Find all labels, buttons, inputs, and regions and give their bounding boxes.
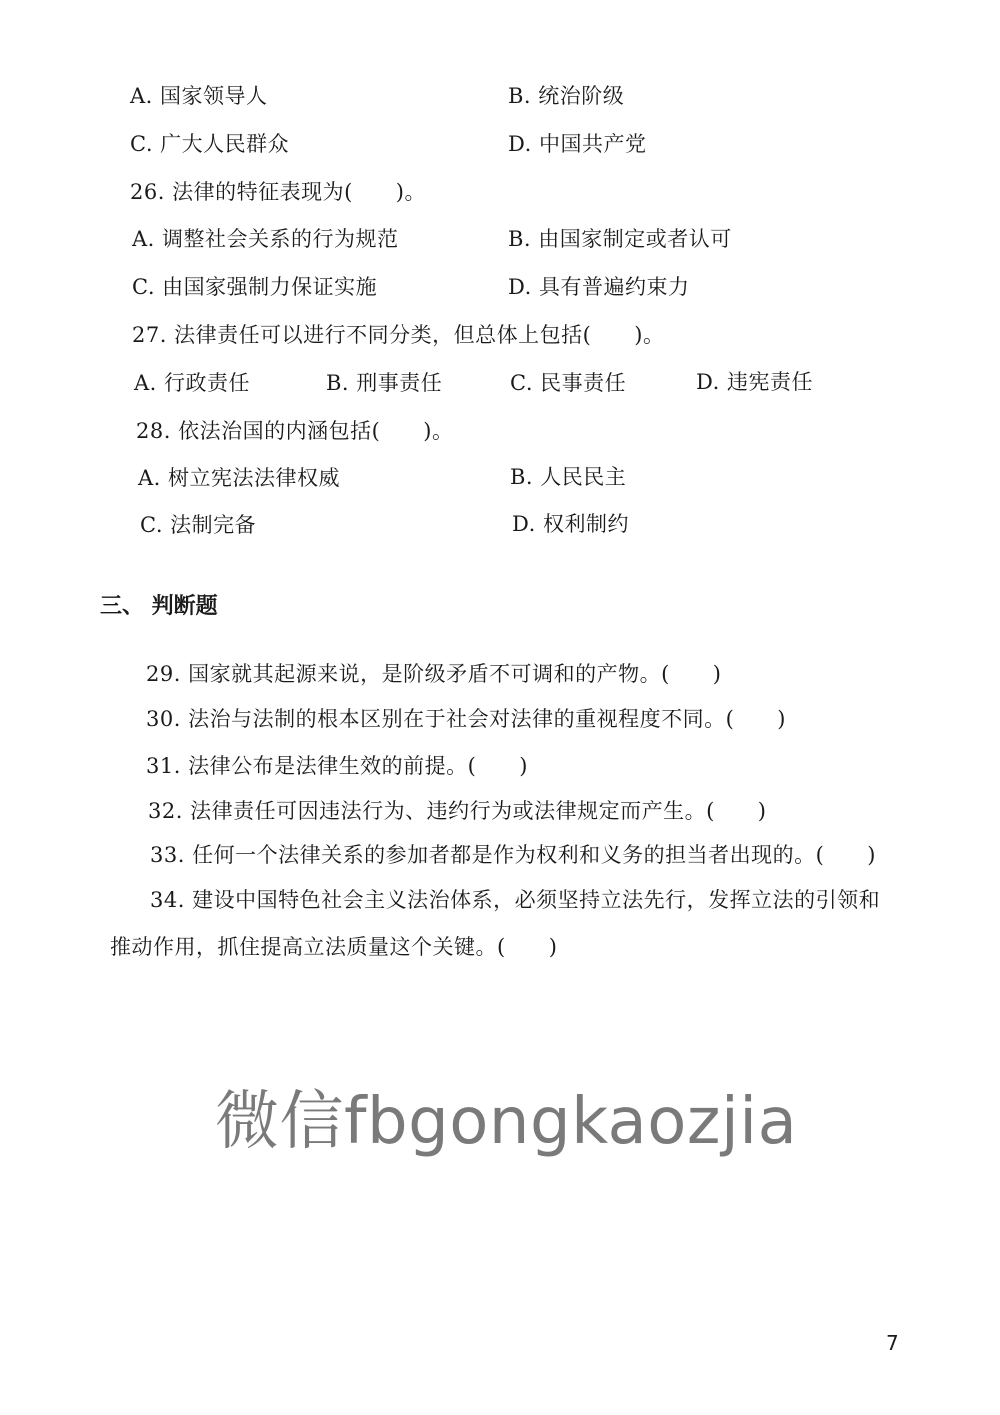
q28-option-a: A. 树立宪法法律权威: [138, 466, 341, 490]
q26-stem: 26. 法律的特征表现为( )。: [130, 180, 426, 204]
q27-option-b: B. 刑事责任: [326, 371, 443, 395]
q28-stem: 28. 依法治国的内涵包括( )。: [136, 419, 454, 443]
q26-option-c: C. 由国家强制力保证实施: [132, 275, 378, 299]
q25-option-d: D. 中国共产党: [508, 132, 647, 156]
judgement-q34-line1: 34. 建设中国特色社会主义法治体系，必须坚持立法先行，发挥立法的引领和: [150, 888, 881, 912]
q27-option-c: C. 民事责任: [510, 371, 627, 395]
watermark-text: 微信fbgongkaozjia: [215, 1085, 798, 1159]
judgement-q33: 33. 任何一个法律关系的参加者都是作为权利和义务的担当者出现的。( ): [150, 843, 876, 867]
q26-option-d: D. 具有普遍约束力: [508, 275, 690, 299]
q27-option-d: D. 违宪责任: [696, 370, 813, 394]
judgement-q31: 31. 法律公布是法律生效的前提。( ): [146, 754, 528, 778]
judgement-q29: 29. 国家就其起源来说，是阶级矛盾不可调和的产物。( ): [146, 662, 722, 686]
q26-option-a: A. 调整社会关系的行为规范: [132, 227, 399, 251]
q25-option-b: B. 统治阶级: [508, 84, 625, 108]
judgement-q32: 32. 法律责任可因违法行为、违约行为或法律规定而产生。( ): [148, 799, 767, 823]
q28-option-b: B. 人民民主: [510, 465, 627, 489]
judgement-q30: 30. 法治与法制的根本区别在于社会对法律的重视程度不同。( ): [146, 707, 786, 731]
q28-option-c: C. 法制完备: [140, 513, 257, 537]
judgement-q34-line2: 推动作用，抓住提高立法质量这个关键。( ): [110, 935, 558, 959]
section-heading-judgement: 三、 判断题: [100, 594, 218, 619]
q25-option-a: A. 国家领导人: [130, 84, 268, 108]
q28-option-d: D. 权利制约: [512, 512, 629, 536]
q25-option-c: C. 广大人民群众: [130, 132, 290, 156]
q27-option-a: A. 行政责任: [134, 371, 251, 395]
page-number: 7: [886, 1331, 899, 1355]
q26-option-b: B. 由国家制定或者认可: [508, 227, 732, 251]
q27-stem: 27. 法律责任可以进行不同分类，但总体上包括( )。: [132, 323, 665, 347]
